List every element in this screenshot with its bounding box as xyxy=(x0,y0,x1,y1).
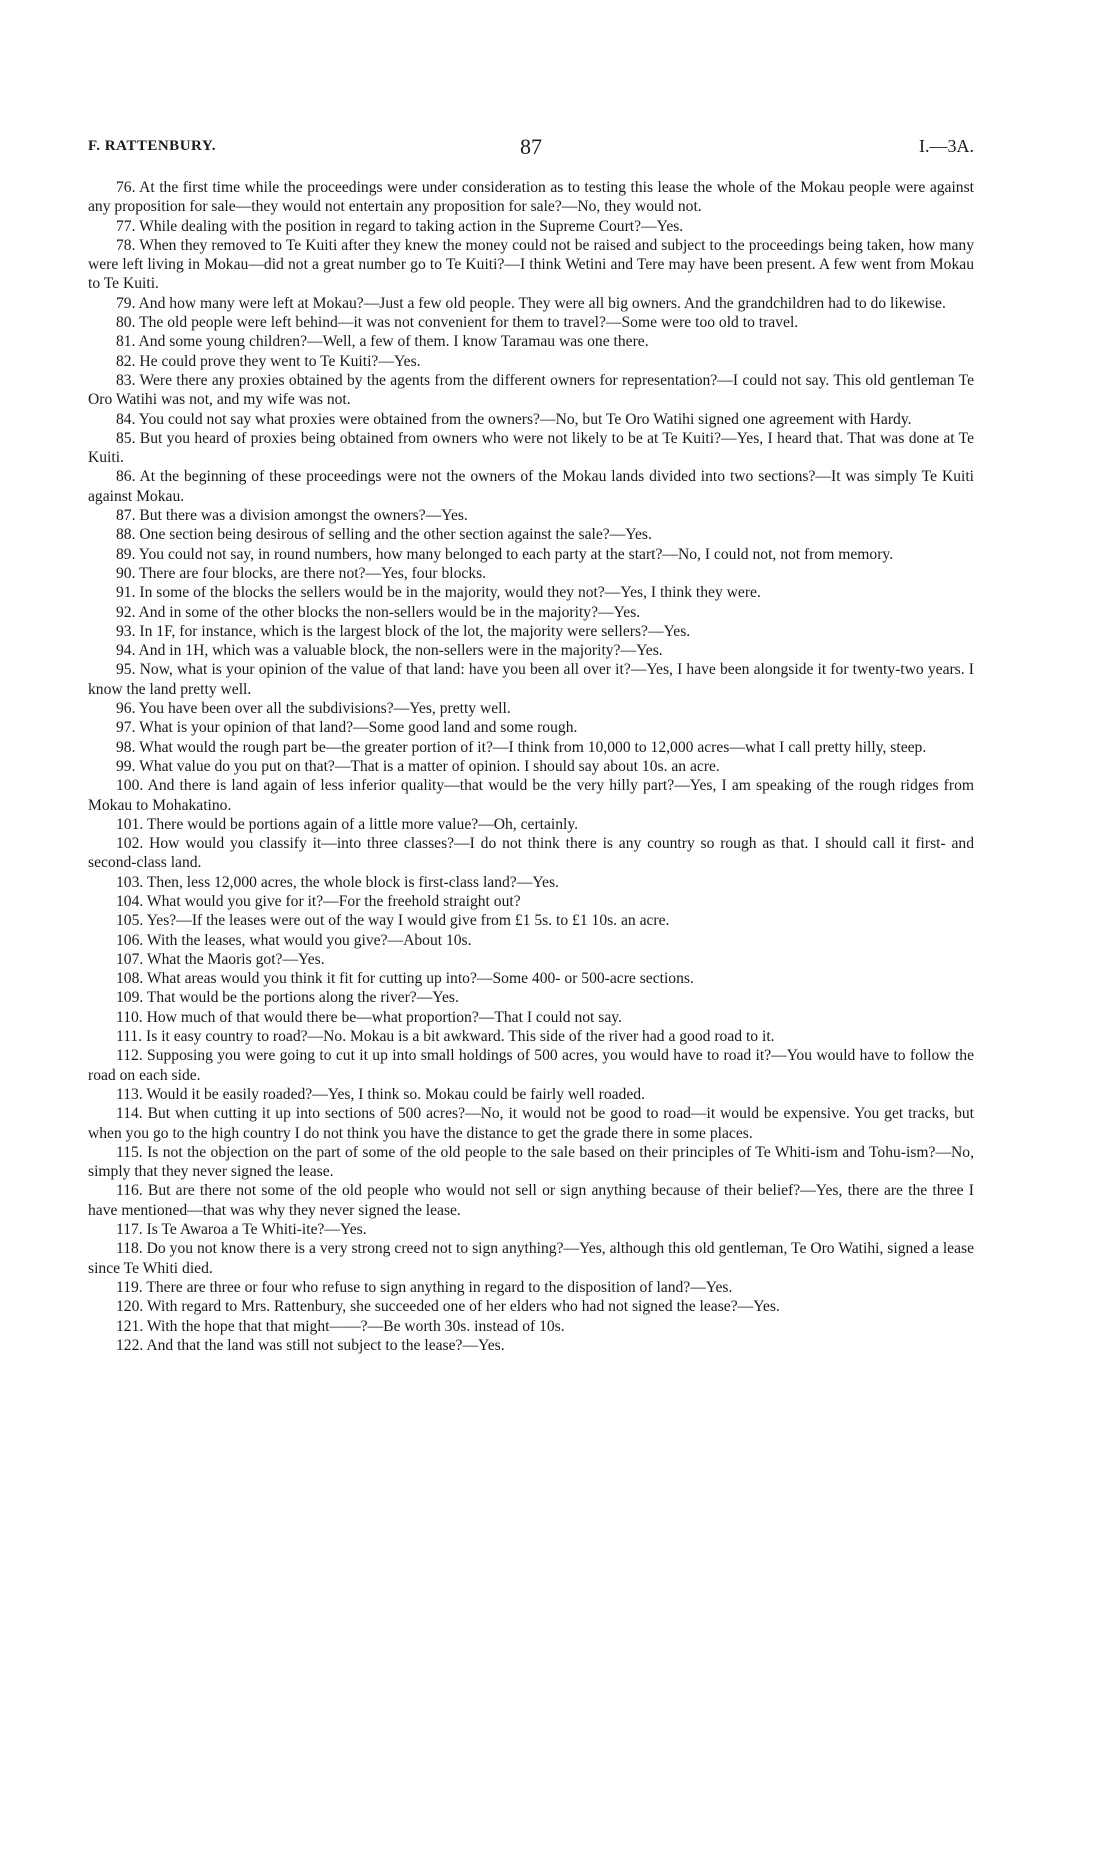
evidence-paragraph: 91. In some of the blocks the sellers would be in the majority, would they not?—Yes, I think they were. xyxy=(116,584,761,602)
evidence-paragraph: 89. You could not say, in round numbers, how many belonged to each party at the start?—No, I could not, not from memory. xyxy=(116,545,894,563)
evidence-paragraph: 93. In 1F, for instance, which is the largest block of the lot, the majority were sellers?—Yes. xyxy=(116,622,691,640)
document-page xyxy=(88,134,974,1355)
evidence-paragraph: 82. He could prove they went to Te Kuiti?—Yes. xyxy=(116,352,421,370)
evidence-paragraph: 87. But there was a division amongst the owners?—Yes. xyxy=(116,507,468,525)
evidence-paragraph: 113. Would it be easily roaded?—Yes, I think so. Mokau could be fairly well roaded. xyxy=(116,1085,645,1103)
evidence-paragraph: 92. And in some of the other blocks the non-sellers would be in the majority?—Yes. xyxy=(116,603,641,621)
evidence-paragraph: 118. Do you not know there is a very strong creed not to sign anything?—Yes, although this old gentleman, Te Oro Watihi, signed a lease since Te Whiti died. xyxy=(88,1240,974,1277)
evidence-body xyxy=(88,178,974,1355)
evidence-paragraph: 112. Supposing you were going to cut it up into small holdings of 500 acres, you would have to road it?—You would have to follow the road on each side. xyxy=(88,1047,974,1084)
evidence-paragraph: 119. There are three or four who refuse to sign anything in regard to the disposition of land?—Yes. xyxy=(116,1278,733,1296)
evidence-paragraph: 88. One section being desirous of selling and the other section against the sale?—Yes. xyxy=(116,526,652,544)
evidence-paragraph: 115. Is not the objection on the part of some of the old people to the sale based on their principles of Te Whiti-ism and Tohu-ism?—No, simply that they never signed the lease. xyxy=(88,1143,974,1181)
evidence-paragraph: 83. Were there any proxies obtained by the agents from the different owners for representation?—I could not say. This old gentleman Te Oro Watihi was not, and my wife was not. xyxy=(88,371,974,409)
evidence-paragraph: 109. That would be the portions along the river?—Yes. xyxy=(116,989,459,1007)
document-reference: I.—3A. xyxy=(919,136,974,156)
evidence-paragraph: 103. Then, less 12,000 acres, the whole block is first-class land?—Yes. xyxy=(116,873,559,891)
evidence-paragraph: 85. But you heard of proxies being obtained from owners who were not likely to be at Te Kuiti?—Yes, I heard that. That was done at Te Kuiti. xyxy=(88,429,974,467)
evidence-paragraph: 101. There would be portions again of a little more value?—Oh, certainly. xyxy=(116,815,579,833)
evidence-paragraph: 95. Now, what is your opinion of the value of that land: have you been all over it?—Yes, I have been alongside it for twenty-two years. I know the land pretty well. xyxy=(88,661,974,698)
evidence-paragraph: 98. What would the rough part be—the greater portion of it?—I think from 10,000 to 12,000 acres—what I call pretty hilly, steep. xyxy=(116,738,927,756)
evidence-paragraph: 121. With the hope that that might——?—Be worth 30s. instead of 10s. xyxy=(116,1317,565,1335)
evidence-paragraph: 78. When they removed to Te Kuiti after they knew the money could not be raised and subject to the proceedings being taken, how many were left living in Mokau—did not a great number go to Te Kuiti?—I think Wetini and Tere may have been present. A few went from Mokau to Te Kuiti. xyxy=(88,236,974,293)
evidence-paragraph: 81. And some young children?—Well, a few of them. I know Taramau was one there. xyxy=(116,333,649,351)
evidence-paragraph: 122. And that the land was still not subject to the lease?—Yes. xyxy=(116,1336,505,1354)
evidence-paragraph: 97. What is your opinion of that land?—Some good land and some rough. xyxy=(116,719,578,737)
evidence-paragraph: 120. With regard to Mrs. Rattenbury, she succeeded one of her elders who had not signed the lease?—Yes. xyxy=(116,1298,780,1316)
page-header xyxy=(88,134,974,178)
evidence-paragraph: 100. And there is land again of less inferior quality—that would be the very hilly part?—Yes, I am speaking of the rough ridges from Mokau to Mohakatino. xyxy=(88,777,974,814)
evidence-paragraph: 107. What the Maoris got?—Yes. xyxy=(116,950,325,968)
evidence-paragraph: 114. But when cutting it up into sections of 500 acres?—No, it would not be good to road—it would be expensive. You get tracks, but when you go to the high country I do not think you have the distance to get the grade there in some places. xyxy=(88,1105,974,1142)
evidence-paragraph: 102. How would you classify it—into three classes?—I do not think there is any country so rough as that. I should call it first- and second-class land. xyxy=(88,835,974,872)
evidence-paragraph: 79. And how many were left at Mokau?—Just a few old people. They were all big owners. And the grandchildren had to do likewise. xyxy=(116,294,946,312)
evidence-paragraph: 105. Yes?—If the leases were out of the way I would give from £1 5s. to £1 10s. an acre. xyxy=(116,912,670,930)
evidence-paragraph: 111. Is it easy country to road?—No. Mokau is a bit awkward. This side of the river had a good road to it. xyxy=(116,1028,775,1046)
evidence-paragraph: 86. At the beginning of these proceedings were not the owners of the Mokau lands divided into two sections?—It was simply Te Kuiti against Mokau. xyxy=(88,468,974,505)
evidence-paragraph: 84. You could not say what proxies were obtained from the owners?—No, but Te Oro Watihi signed one agreement with Hardy. xyxy=(116,410,912,428)
evidence-paragraph: 110. How much of that would there be—what proportion?—That I could not say. xyxy=(116,1008,622,1026)
evidence-paragraph: 99. What value do you put on that?—That is a matter of opinion. I should say about 10s. an acre. xyxy=(116,757,720,775)
evidence-paragraph: 90. There are four blocks, are there not?—Yes, four blocks. xyxy=(116,564,487,582)
evidence-paragraph: 117. Is Te Awaroa a Te Whiti-ite?—Yes. xyxy=(116,1221,367,1239)
evidence-paragraph: 77. While dealing with the position in regard to taking action in the Supreme Court?—Yes. xyxy=(116,217,684,235)
witness-name-header: F. RATTENBURY. xyxy=(88,138,217,154)
evidence-paragraph: 96. You have been over all the subdivisions?—Yes, pretty well. xyxy=(116,700,511,718)
evidence-paragraph: 76. At the first time while the proceedings were under consideration as to testing this lease the whole of the Mokau people were against any proposition for sale—they would not entertain any proposition for sale?—No, they would not. xyxy=(88,179,974,216)
evidence-paragraph: 116. But are there not some of the old people who would not sell or sign anything because of their belief?—Yes, there are the three I have mentioned—that was why they never signed the lease. xyxy=(88,1182,974,1219)
page-number: 87 xyxy=(520,134,542,159)
evidence-paragraph: 80. The old people were left behind—it was not convenient for them to travel?—Some were too old to travel. xyxy=(116,314,799,332)
evidence-paragraph: 108. What areas would you think it fit for cutting up into?—Some 400- or 500-acre sections. xyxy=(116,970,694,988)
evidence-paragraph: 106. With the leases, what would you give?—About 10s. xyxy=(116,931,472,949)
evidence-paragraph: 104. What would you give for it?—For the freehold straight out? xyxy=(116,892,521,910)
evidence-paragraph: 94. And in 1H, which was a valuable block, the non-sellers were in the majority?—Yes. xyxy=(116,642,663,660)
